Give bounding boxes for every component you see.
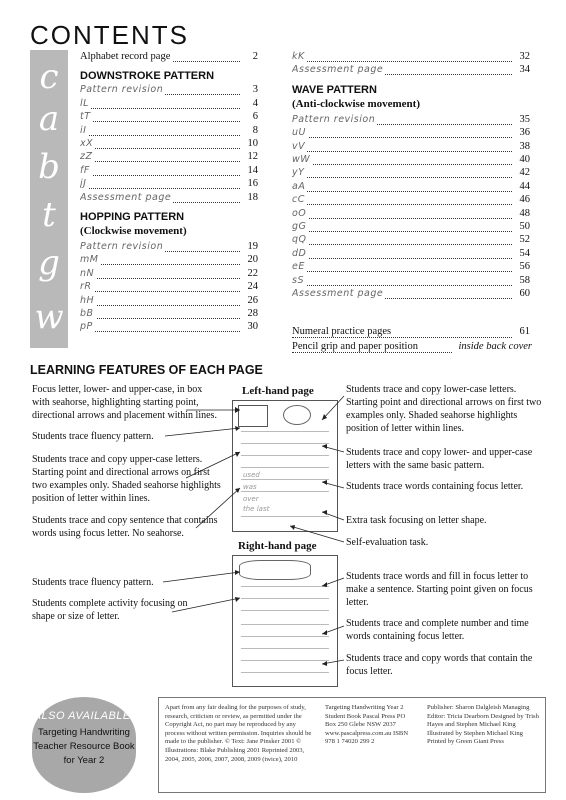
note-lower-case: Students trace and copy lower-case letters. Starting point and directional arrows on first two examples only. Shaded seahorse highlights position of letter within lines. [346, 384, 542, 434]
toc-page: 22 [245, 268, 261, 279]
note-sentence: Students trace and copy sentence that contains words using focus letter. No seahorse. [32, 515, 218, 539]
sidebar-letter: c [39, 57, 59, 97]
thumb-word: the last [243, 505, 270, 513]
toc-label: Numeral practice pages [292, 326, 392, 337]
toc-page: 20 [245, 254, 261, 265]
toc-page: 4 [250, 98, 260, 109]
toc-label: cC [292, 194, 305, 206]
toc-page: 54 [517, 248, 533, 259]
toc-label: Assessment page [80, 191, 172, 203]
toc-label: uU [292, 127, 306, 139]
toc-page: 28 [245, 308, 261, 319]
toc-label: tT [80, 111, 91, 123]
toc-section-heading: WAVE PATTERN [292, 83, 377, 96]
toc-page: 42 [517, 167, 533, 178]
toc-page: 56 [517, 261, 533, 272]
also-available-line: Targeting Handwriting [38, 727, 130, 738]
toc-page: 14 [245, 165, 261, 176]
page-title: CONTENTS [30, 20, 189, 50]
note-focus-letter: Focus letter, lower- and upper-case, in box with seahorse, highlighting starting point, directional arrows and placement within lines. [32, 384, 217, 421]
toc-label: dD [292, 247, 307, 259]
toc-page: 48 [517, 208, 533, 219]
toc-label: sS [292, 274, 304, 286]
toc-page: 19 [245, 241, 261, 252]
toc-page: 32 [517, 51, 533, 62]
toc-label: Assessment page [292, 64, 384, 76]
toc-page: 61 [517, 326, 533, 337]
sidebar-letter: w [34, 297, 64, 337]
toc-label: hH [80, 294, 95, 306]
note-trace-words: Students trace words containing focus letter. [346, 481, 524, 492]
toc-page: 18 [245, 192, 261, 203]
also-available-badge [32, 697, 136, 793]
toc-label: qQ [292, 234, 307, 246]
sidebar-letter: a [38, 99, 60, 139]
note-fluency: Students trace fluency pattern. [32, 431, 154, 442]
toc-label: Pattern revision [292, 113, 376, 125]
learning-features-heading: LEARNING FEATURES OF EACH PAGE [30, 363, 263, 377]
sidebar-letter: b [38, 147, 60, 187]
toc-label: iI [80, 124, 87, 136]
toc-page: 46 [517, 194, 533, 205]
note-copy-words: Students trace and copy words that contain the focus letter. [346, 653, 533, 677]
toc-label: nN [80, 267, 95, 279]
toc-subsection-heading: (Anti-clockwise movement) [292, 97, 420, 110]
toc-label: yY [292, 167, 305, 179]
toc-section-heading: HOPPING PATTERN [80, 211, 185, 223]
toc-label: Alphabet record page [80, 51, 171, 62]
sidebar-letter: g [38, 243, 60, 283]
toc-page: 30 [245, 321, 261, 332]
toc-label: xX [80, 138, 94, 149]
toc-page: 38 [517, 141, 533, 152]
note-extra-task: Extra task focusing on letter shape. [346, 515, 487, 526]
toc-page: 2 [250, 51, 260, 62]
note-shape-activity: Students complete activity focusing on shape or size of letter. [32, 598, 188, 622]
toc-label: kK [292, 51, 305, 62]
copyright-text: Apart from any fair dealing for the purposes of study, research, criticism or review, as permitted under the Copyright Act, no part may be reproduced by any process without written permission. Inquiries should be made to the publisher. © Text: Jane Pinsker 2001 © Illustrations: Blake Publishing 2001 Reprinted 2003, 2004, 2005, 2006, 2007, 2008, 2009 (twice), 2010 [165, 704, 312, 763]
toc-label: pP [80, 321, 93, 333]
toc-page: inside back cover [456, 341, 534, 352]
toc-label: oO [292, 207, 307, 219]
toc-label: vV [292, 140, 306, 152]
toc-label: zZ [80, 151, 93, 163]
note-upper-case: Students trace and copy upper-case letters. Starting point and directional arrows on first two examples only. Shaded seahorse highlights position of letter within lines. [32, 454, 221, 504]
toc-label: bB [80, 308, 94, 319]
toc-label: lL [80, 97, 89, 109]
publisher-address: Targeting Handwriting Year 2 Student Book Pascal Press PO Box 250 Glebe NSW 2037 www.pascalpress.com.au ISBN 978 1 74020 299 2 [325, 704, 409, 746]
toc-page: 40 [517, 154, 533, 165]
toc-page: 26 [245, 295, 261, 306]
note-same-pattern: Students trace and copy lower- and upper-case letters with the same basic pattern. [346, 447, 533, 471]
toc-subsection-heading: (Clockwise movement) [80, 225, 187, 237]
toc-label: fF [80, 164, 90, 176]
also-available-heading: ALSO AVAILABLE! [33, 710, 135, 722]
imprint-box [158, 697, 546, 793]
toc-label: eE [292, 261, 305, 273]
toc-label: gG [292, 221, 307, 232]
toc-label: Pattern revision [80, 241, 164, 252]
toc-label: rR [80, 281, 92, 293]
toc-label: jJ [80, 178, 87, 190]
toc-page: 10 [245, 138, 261, 149]
credits-text: Publisher: Sharon Dalgleish Managing Editor: Tricia Dearborn Designed by Trish Hayes and Stephen Michael King Illustrated by Stephen Michael King Printed by Green Giant Press [427, 704, 539, 746]
toc-page: 3 [250, 84, 260, 95]
note-self-eval: Self-evaluation task. [346, 537, 429, 548]
note-fill-focus: Students trace words and fill in focus letter to make a sentence. Starting point given on focus letter. [346, 571, 533, 608]
toc-page: 6 [250, 111, 260, 122]
sidebar-letter: t [42, 195, 56, 235]
toc-page: 44 [517, 181, 533, 192]
toc-label: Pencil grip and paper position [292, 341, 418, 352]
toc-section-heading: DOWNSTROKE PATTERN [80, 70, 215, 83]
toc-page: 58 [517, 275, 533, 286]
toc-page: 8 [250, 125, 260, 136]
toc-label: Pattern revision [80, 84, 164, 96]
toc-page: 36 [517, 127, 533, 138]
note-fluency-2: Students trace fluency pattern. [32, 577, 154, 588]
toc-page: 16 [245, 178, 261, 189]
also-available-line: Teacher Resource Book [33, 741, 135, 752]
toc-page: 12 [245, 151, 261, 162]
thumb-word: used [243, 471, 260, 479]
thumb-word: over [243, 495, 259, 503]
also-available-line: for Year 2 [63, 755, 105, 766]
toc-page: 50 [517, 221, 533, 232]
toc-label: aA [292, 180, 306, 192]
note-number-words: Students trace and complete number and time words containing focus letter. [346, 618, 529, 642]
right-hand-page-label: Right-hand page [238, 540, 317, 552]
toc-page: 34 [517, 64, 533, 75]
toc-page: 60 [517, 288, 533, 299]
toc-page: 24 [245, 281, 261, 292]
toc-page: 35 [517, 114, 533, 125]
toc-page: 52 [517, 234, 533, 245]
toc-label: mM [80, 254, 99, 266]
toc-label: wW [292, 154, 311, 165]
left-hand-page-label: Left-hand page [242, 385, 314, 397]
toc-label: Assessment page [292, 288, 384, 299]
thumb-word: was [243, 483, 257, 491]
